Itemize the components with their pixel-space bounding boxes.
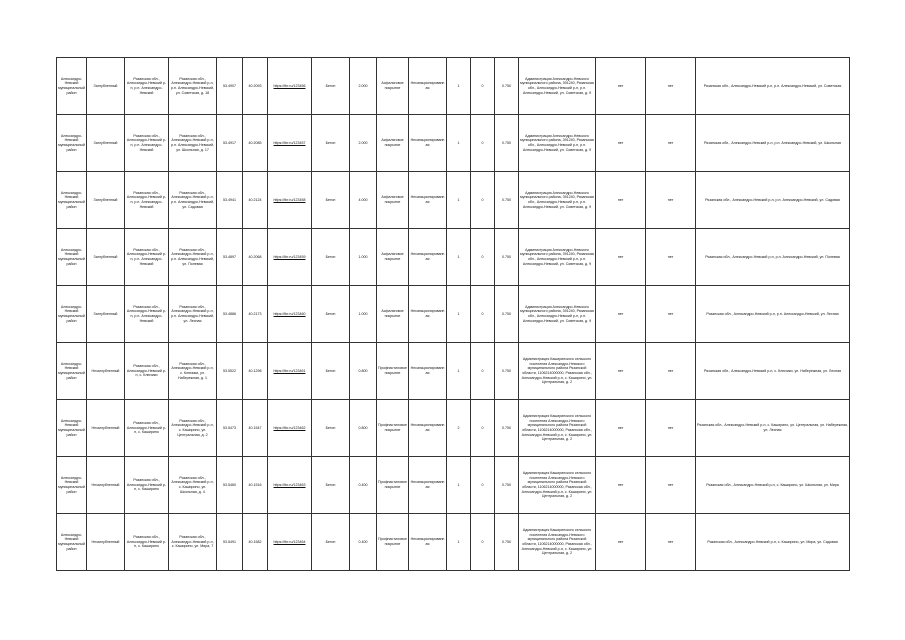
cell-lat: 53.4917 [217,115,243,172]
cell-col17: нет [646,286,696,343]
cell-responsible: Администрация Александро-Невского муниципального района, 391240, Рязанская обл., Александро-Невский р-н, р.п. Александро-Невский, ул. Советская, д. 9 [519,172,596,229]
cell-count2: 0 [471,514,495,571]
cell-type: Незаглубленный [87,343,125,400]
cell-address: Рязанская обл., Александро-Невский р-н, р.п. Александро-Невский, ул. Полевая [169,229,217,286]
cell-lat: 53.4907 [217,58,243,115]
table-row [57,457,850,514]
cell-reg[interactable] [268,286,312,343]
cell-material: Бетон [312,400,350,457]
cell-district: Александро-Невский муниципальный район [57,58,87,115]
cell-lon: 40.2124 [243,172,268,229]
cell-owner: Рязанская обл., Александро-Невский р-н, с. Ключики [125,343,169,400]
cell-col17: нет [646,115,696,172]
cell-reg[interactable] [268,229,312,286]
cell-volume: 0.750 [495,115,519,172]
cell-responsible: Администрация Александро-Невского муниципального района, 391240, Рязанская обл., Александро-Невский р-н, р.п. Александро-Невский, ул. Советская, д. 9 [519,286,596,343]
cell-area: 0.400 [350,457,377,514]
cell-area: 2.000 [350,58,377,115]
cell-served: Рязанская обл., Александро-Невский р-н, р.п. Александро-Невский, ул. Школьная [696,115,850,172]
cell-type: Заглубленный [87,58,125,115]
cell-col17: нет [646,172,696,229]
cell-material: Бетон [312,115,350,172]
cell-area: 0.800 [350,400,377,457]
cell-area: 2.000 [350,115,377,172]
cell-surface: Профнастиловое покрытие [377,457,409,514]
cell-served: Рязанская обл., Александро-Невский р-н, р.п. Александро-Невский, ул. Советская [696,58,850,115]
cell-reg[interactable] [268,343,312,400]
cell-count1: 1 [447,172,471,229]
cell-lat: 53.4941 [217,172,243,229]
registry-link[interactable]: https://tbr.ru/123459 [273,254,306,259]
cell-address: Рязанская обл., Александро-Невский р-н, р.п. Александро-Невский, ул. Школьная, д. 17 [169,115,217,172]
cell-volume: 0.750 [495,400,519,457]
table-row [57,343,850,400]
cell-responsible: Администрация Александро-Невского муниципального района, 391240, Рязанская обл., Александро-Невский р-н, р.п. Александро-Невский, ул. Советская, д. 9 [519,58,596,115]
cell-responsible: Администрация Каширинского сельского поселения Александро-Невского муниципального района Рязанской области, 1106214000000, Рязанская обл., Александро-Невский р-н, с. Каширино, ул. Центральная, д. 2 [519,514,596,571]
cell-count1: 1 [447,229,471,286]
cell-type: Заглубленный [87,229,125,286]
cell-material: Бетон [312,229,350,286]
cell-type: Заглубленный [87,286,125,343]
cell-material: Бетон [312,514,350,571]
table-row [57,400,850,457]
cell-material: Бетон [312,58,350,115]
cell-col16: нет [596,343,646,400]
cell-responsible: Администрация Александро-Невского муниципального района, 391240, Рязанская обл., Александро-Невский р-н, р.п. Александро-Невский, ул. Советская, д. 9 [519,229,596,286]
cell-col16: нет [596,457,646,514]
cell-lat: 53.4897 [217,229,243,286]
cell-count2: 0 [471,286,495,343]
cell-count1: 1 [447,286,471,343]
cell-col16: нет [596,400,646,457]
cell-volume: 0.750 [495,514,519,571]
cell-district: Александро-Невский муниципальный район [57,115,87,172]
cell-lat: 53.4886 [217,286,243,343]
cell-count2: 0 [471,343,495,400]
cell-district: Александро-Невский муниципальный район [57,343,87,400]
cell-area: 0.400 [350,514,377,571]
cell-col16: нет [596,58,646,115]
cell-mode: Несанкционированная [409,229,447,286]
registry-link[interactable]: https://tbr.ru/123456 [273,83,306,88]
cell-type: Незаглубленный [87,457,125,514]
cell-lon: 40.2068 [243,229,268,286]
cell-count1: 1 [447,514,471,571]
cell-col17: нет [646,457,696,514]
table-row [57,229,850,286]
table-row [57,172,850,229]
cell-reg[interactable] [268,115,312,172]
cell-responsible: Администрация Каширинского сельского поселения Александро-Невского муниципального района Рязанской области, 1106214000000, Рязанская обл., Александро-Невский р-н, с. Каширино, ул. Центральная, д. 2 [519,457,596,514]
cell-surface: Асфальтовое покрытие [377,286,409,343]
cell-col17: нет [646,400,696,457]
registry-link[interactable]: https://tbr.ru/123460 [273,311,306,316]
cell-material: Бетон [312,286,350,343]
registry-link[interactable]: https://tbr.ru/123464 [273,539,306,544]
cell-col16: нет [596,229,646,286]
cell-volume: 0.750 [495,172,519,229]
cell-address: Рязанская обл., Александро-Невский р-н, с. Ключики, ул. Набережная, д. 1 [169,343,217,400]
cell-count2: 0 [471,172,495,229]
registry-link[interactable]: https://tbr.ru/123462 [273,425,306,430]
cell-type: Незаглубленный [87,514,125,571]
table-row [57,514,850,571]
cell-count1: 1 [447,58,471,115]
cell-count1: 1 [447,457,471,514]
cell-material: Бетон [312,343,350,400]
cell-mode: Несанкционированная [409,457,447,514]
cell-district: Александро-Невский муниципальный район [57,229,87,286]
cell-count2: 0 [471,400,495,457]
cell-type: Заглубленный [87,172,125,229]
cell-area: 1.000 [350,229,377,286]
cell-surface: Профнастиловое покрытие [377,343,409,400]
cell-lon: 40.1298 [243,343,268,400]
cell-address: Рязанская обл., Александро-Невский р-н, р.п. Александро-Невский, ул. Советская, д. 18 [169,58,217,115]
cell-mode: Несанкционированная [409,286,447,343]
cell-type: Незаглубленный [87,400,125,457]
cell-col16: нет [596,115,646,172]
cell-surface: Асфальтовое покрытие [377,229,409,286]
cell-mode: Несанкционированная [409,58,447,115]
registry-table [56,57,850,571]
cell-reg[interactable] [268,514,312,571]
cell-count1: 1 [447,343,471,400]
cell-surface: Профнастиловое покрытие [377,400,409,457]
cell-count2: 0 [471,457,495,514]
cell-lon: 40.1547 [243,400,268,457]
cell-col17: нет [646,229,696,286]
registry-body [57,58,850,571]
cell-mode: Несанкционированная [409,343,447,400]
cell-lat: 53.5491 [217,514,243,571]
cell-col17: нет [646,343,696,400]
cell-owner: Рязанская обл., Александро-Невский р-н, с. Каширино [125,457,169,514]
cell-volume: 0.750 [495,343,519,400]
cell-reg[interactable] [268,58,312,115]
cell-owner: Рязанская обл., Александро-Невский р-н, р.п. Александро-Невский [125,115,169,172]
cell-lat: 53.5473 [217,400,243,457]
cell-served: Рязанская обл., Александро-Невский р-н, р.п. Александро-Невский, ул. Полевая [696,229,850,286]
registry-link[interactable]: https://tbr.ru/123457 [273,140,306,145]
cell-surface: Асфальтовое покрытие [377,172,409,229]
cell-served: Рязанская обл., Александро-Невский р-н, р.п. Александро-Невский, ул. Садовая [696,172,850,229]
cell-lon: 40.2085 [243,115,268,172]
table-row [57,286,850,343]
cell-responsible: Администрация Александро-Невского муниципального района, 391240, Рязанская обл., Александро-Невский р-н, р.п. Александро-Невский, ул. Советская, д. 9 [519,115,596,172]
cell-count1: 1 [447,115,471,172]
cell-count2: 0 [471,58,495,115]
cell-material: Бетон [312,457,350,514]
cell-reg[interactable] [268,172,312,229]
cell-lat: 53.5522 [217,343,243,400]
cell-lon: 40.2093 [243,58,268,115]
cell-served: Рязанская обл., Александро-Невский р-н, с. Каширино, ул. Центральная, ул. Набережная, ул. Лесная [696,400,850,457]
cell-lon: 40.1516 [243,457,268,514]
cell-owner: Рязанская обл., Александро-Невский р-н, р.п. Александро-Невский [125,286,169,343]
cell-volume: 0.750 [495,457,519,514]
registry-link[interactable]: https://tbr.ru/123458 [273,197,306,202]
cell-served: Рязанская обл., Александро-Невский р-н, с. Ключики, ул. Набережная, ул. Лесная [696,343,850,400]
cell-area: 4.000 [350,172,377,229]
table-row [57,58,850,115]
cell-served: Рязанская обл., Александро-Невский р-н, р.п. Александро-Невский, ул. Лесная [696,286,850,343]
table-row [57,115,850,172]
cell-mode: Несанкционированная [409,514,447,571]
cell-reg[interactable] [268,457,312,514]
cell-col16: нет [596,286,646,343]
cell-responsible: Администрация Каширинского сельского поселения Александро-Невского муниципального района Рязанской области, 1106214000000, Рязанская обл., Александро-Невский р-н, с. Каширино, ул. Центральная, д. 2 [519,400,596,457]
cell-served: Рязанская обл., Александро-Невский р-н, с. Каширино, ул. Школьная, ул. Мира [696,457,850,514]
cell-surface: Асфальтовое покрытие [377,115,409,172]
cell-count1: 2 [447,400,471,457]
cell-lon: 40.1582 [243,514,268,571]
cell-owner: Рязанская обл., Александро-Невский р-н, р.п. Александро-Невский [125,58,169,115]
cell-count2: 0 [471,229,495,286]
cell-district: Александро-Невский муниципальный район [57,172,87,229]
cell-area: 0.800 [350,343,377,400]
cell-responsible: Администрация Каширинского сельского поселения Александро-Невского муниципального района Рязанской области, 1106214000000, Рязанская обл., Александро-Невский р-н, с. Каширино, ул. Центральная, д. 2 [519,343,596,400]
cell-address: Рязанская обл., Александро-Невский р-н, р.п. Александро-Невский, ул. Садовая [169,172,217,229]
cell-material: Бетон [312,172,350,229]
cell-served: Рязанская обл., Александро-Невский р-н, с. Каширино, ул. Мира, ул. Садовая [696,514,850,571]
cell-mode: Несанкционированная [409,172,447,229]
cell-volume: 0.750 [495,286,519,343]
cell-count2: 0 [471,115,495,172]
cell-address: Рязанская обл., Александро-Невский р-н, с. Каширино, ул. Мира, 7 [169,514,217,571]
cell-district: Александро-Невский муниципальный район [57,286,87,343]
cell-type: Заглубленный [87,115,125,172]
cell-col16: нет [596,172,646,229]
cell-lat: 53.5460 [217,457,243,514]
cell-col17: нет [646,514,696,571]
cell-address: Рязанская обл., Александро-Невский р-н, с. Каширино, ул. Центральная, д. 2 [169,400,217,457]
cell-reg[interactable] [268,400,312,457]
cell-surface: Профнастиловое покрытие [377,514,409,571]
cell-owner: Рязанская обл., Александро-Невский р-н, р.п. Александро-Невский [125,229,169,286]
cell-owner: Рязанская обл., Александро-Невский р-н, с. Каширино [125,400,169,457]
cell-area: 1.000 [350,286,377,343]
cell-district: Александро-Невский муниципальный район [57,514,87,571]
cell-mode: Несанкционированная [409,115,447,172]
registry-link[interactable]: https://tbr.ru/123461 [273,368,306,373]
cell-col17: нет [646,58,696,115]
cell-address: Рязанская обл., Александро-Невский р-н, с. Каширино, ул. Школьная, д. 4 [169,457,217,514]
registry-link[interactable]: https://tbr.ru/123463 [273,482,306,487]
cell-owner: Рязанская обл., Александро-Невский р-н, с. Каширино [125,514,169,571]
cell-lon: 40.2173 [243,286,268,343]
cell-owner: Рязанская обл., Александро-Невский р-н, р.п. Александро-Невский [125,172,169,229]
cell-col16: нет [596,514,646,571]
cell-district: Александро-Невский муниципальный район [57,457,87,514]
cell-volume: 0.750 [495,58,519,115]
cell-mode: Несанкционированная [409,400,447,457]
cell-surface: Асфальтовое покрытие [377,58,409,115]
cell-volume: 0.750 [495,229,519,286]
cell-district: Александро-Невский муниципальный район [57,400,87,457]
cell-address: Рязанская обл., Александро-Невский р-н, р.п. Александро-Невский, ул. Лесная [169,286,217,343]
